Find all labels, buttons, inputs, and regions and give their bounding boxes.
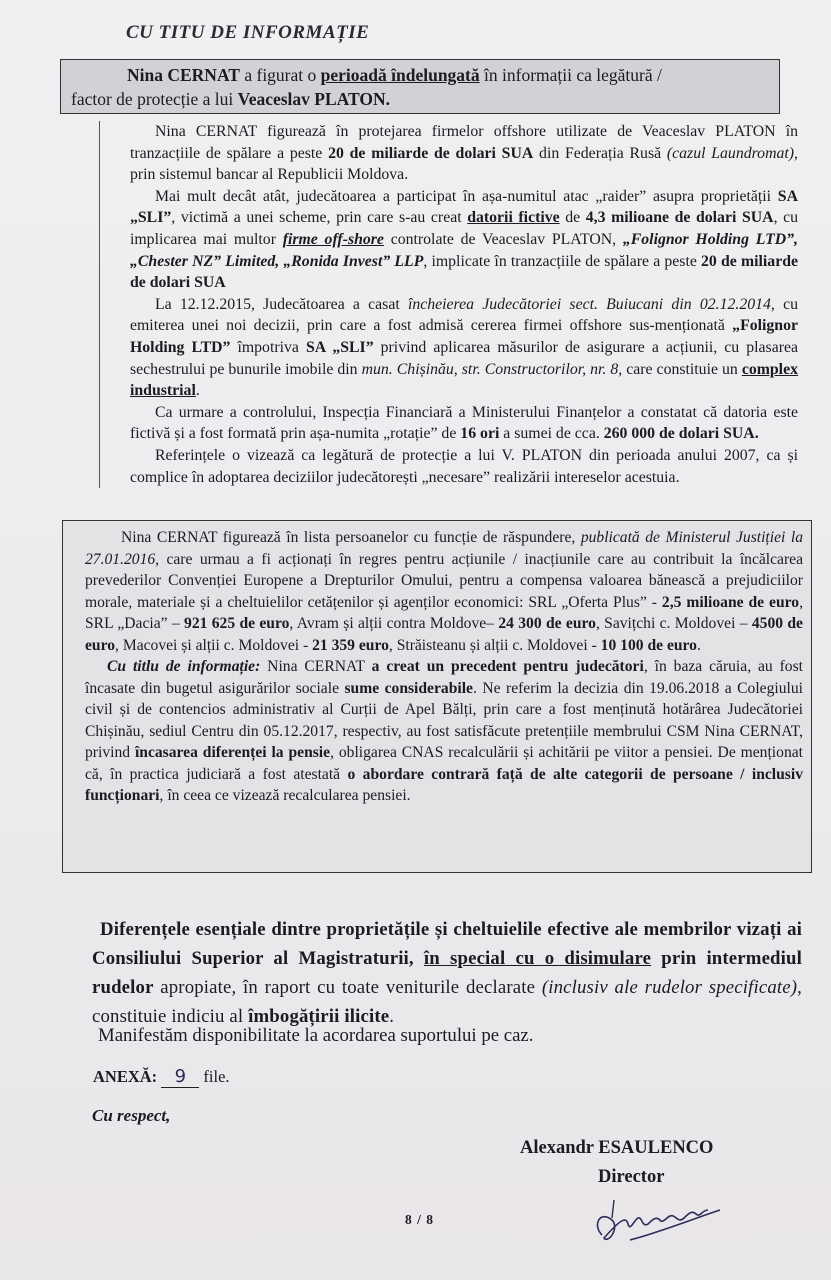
text-run: , obligarea CNAS recalculării și achitării pe viitor a pensiei. De menționat că, în practica judiciară a fost atestată (85, 744, 803, 783)
disimulation-highlight: în special cu o disimulare (423, 948, 652, 969)
court-ruling: încheierea Judecătoriei sect. Buiucani din 02.12.2014 (407, 295, 771, 313)
address: mun. Chișinău, str. Constructorilor, nr. 8 (361, 360, 619, 378)
text-run: Mai mult decât atât, judecătoarea a participat în așa-numitul atac „raider” asupra proprietății (155, 187, 778, 205)
text-run: , Străisteanu și alții c. Moldovei - (388, 636, 601, 654)
amount-highlight: 20 de miliarde de dolari SUA (130, 252, 799, 292)
amount-highlight: 21 359 euro (312, 636, 389, 654)
text-run: Nina CERNAT figurează în lista persoanelor cu funcție de răspundere, (121, 529, 581, 546)
text-run: Nina CERNAT figurează în protejarea firmelor offshore utilizate de Veaceslav PLATON în tranzacțiile de spălare a peste (130, 123, 798, 162)
pension-highlight: încasarea diferenței la pensie (134, 744, 331, 761)
support-statement: Manifestăm disponibilitate la acordarea suportului pe caz. (98, 1025, 534, 1046)
info-label: Cu titlu de informație: (107, 658, 261, 675)
contrary-approach: o abordare contrară față de alte categorii de persoane / inclusiv funcționari (85, 765, 803, 804)
text-run: , victimă a unei scheme, prin care s-au creat (171, 209, 468, 227)
precedent-highlight: a creat un precedent pentru judecători (371, 658, 644, 675)
text-run: , în ceea ce vizează recalcularea pensiei. (159, 787, 411, 804)
text-run: , prin sistemul bancar al Republicii Moldova. (130, 144, 798, 184)
fictive-debts: datorii fictive (467, 209, 560, 227)
company-list: „Folignor Holding LTD”, „Chester NZ” Limited, „Ronida Invest” LLP (130, 230, 798, 270)
paragraph (130, 445, 798, 488)
signer-name: Alexandr ESAULENCO (520, 1138, 714, 1158)
amount-highlight: 24 300 de euro (498, 615, 596, 632)
paragraph (130, 121, 798, 186)
period-highlight: perioadă îndelungată (320, 65, 480, 85)
text-run: controlate de Veaceslav PLATON, (383, 230, 623, 248)
summary-line-2 (71, 87, 771, 111)
summary-text: factor de protecție a lui (71, 89, 238, 109)
amount-highlight: 921 625 de euro (184, 615, 290, 632)
name-highlight: Veaceslav PLATON. (237, 89, 390, 109)
text-run: . (696, 636, 701, 654)
text-run: , în baza căruia, au fost încasate din bugetul asigurărilor sociale (85, 658, 804, 697)
text-run: , cu implicarea mai multor (130, 209, 799, 248)
rotation-count: 16 ori (460, 425, 500, 443)
summary-line-1 (71, 63, 771, 87)
text-run: , implicate în tranzacțiile de spălare a peste (423, 252, 702, 270)
company-name: SA „SLI” (130, 187, 798, 227)
conclusion-text (92, 915, 802, 1031)
text-run: apropiate, în raport cu toate veniturile declarate (153, 977, 542, 998)
handwritten-signature (590, 1180, 750, 1260)
illicit-enrichment: îmbogățirii ilicite (248, 1006, 390, 1027)
text-run: La 12.12.2015, Judecătoarea a casat (155, 295, 408, 313)
summary-text: a figurat o (239, 65, 321, 85)
text-run: . (389, 1006, 395, 1027)
text-run: din Federația Rusă (533, 144, 667, 162)
text-run: prin intermediul rudelor (92, 948, 802, 998)
paragraph (130, 402, 798, 445)
text-run: , cu emiterea unei noi decizii, prin care a fost admisă cererea firmei offshore sus-menționată (130, 295, 799, 335)
page-header: CU TITU DE INFORMAȚIE (126, 22, 370, 43)
amount-highlight: 260 000 de dolari SUA. (603, 425, 759, 443)
text-run: , constituie indiciu al (92, 977, 802, 1027)
offshore-firms: firme off-shore (282, 230, 384, 248)
closing-greeting: Cu respect, (92, 1106, 171, 1125)
paragraph (85, 527, 803, 656)
text-run: a sumei de cca. (499, 425, 604, 443)
text-run: privind aplicarea măsurilor de asigurare a acțiunii, cu plasarea sechestrului pe bunurile imobile din (130, 338, 798, 378)
page-number: 8 / 8 (405, 1212, 435, 1227)
text-run: , care urmau a fi acționați în regres pentru acțiunile / inacțiunile care au contribuit la încălcarea prevederilor Convenției Europene a Drepturilor Omului, pentru a compensa valoarea bănească a prejudiciilor morale, materiale și a cheltuielilor cetățenilor și agenților economici: SRL „Oferta Plus” - (85, 550, 803, 611)
amount-highlight: 2,5 milioane de euro (661, 593, 800, 611)
text-run: Ca urmare a controlului, Inspecția Financiară a Ministerului Finanțelor a constatat că datoria este fictivă și a fost formată prin așa-numita „rotație” de (130, 403, 798, 443)
text-run: , care constituie un (618, 360, 742, 378)
text-run: , SRL „Dacia” – (85, 593, 803, 632)
text-run: , Macovei și alții c. Moldovei - (115, 636, 313, 654)
text-run: . Ne referim la decizia din 19.06.2018 a Colegiului civil și de contencios administrativ al Curții de Apel Bălți, prin care a fost menținută hotărârea Judecătoriei Chișinău, sediul Centru din 05.12.2017, respectiv, au fost satisfăcute pretențiile membrului CSM Nina CERNAT, privind (85, 679, 803, 761)
text-run: Referințele o vizează ca legătură de protecție a lui V. PLATON din perioada anului 2007, ca și complice în adoptarea deciziilor judecătorești „necesare” realizării intereselor acestuia. (130, 446, 798, 486)
summary-box (60, 59, 780, 114)
text-run: Diferențele esențiale dintre proprietățile și cheltuielile efective ale membrilor vizați ai Consiliului Superior al Magistraturii, (92, 919, 802, 969)
company-name: SA „SLI” (305, 338, 374, 356)
text-run: , Savițchi c. Moldovei – (595, 615, 752, 632)
annex-unit: file. (199, 1067, 230, 1086)
annex-line (93, 1066, 230, 1088)
summary-text: în informații ca legătură / (479, 65, 662, 85)
relatives-note: (inclusiv ale rudelor specificate) (541, 977, 798, 998)
conclusion-paragraph (92, 915, 802, 1031)
text-run: Nina CERNAT (260, 658, 372, 675)
paragraph (130, 294, 798, 402)
text-run: împotriva (230, 338, 306, 356)
annex-label: ANEXĂ: (93, 1067, 158, 1086)
amount-highlight: 20 de miliarde de dolari SUA (328, 144, 534, 162)
section-offshore (99, 121, 802, 488)
paragraph (85, 656, 803, 807)
name-highlight: Nina CERNAT (127, 65, 240, 85)
annex-count: 9 (161, 1066, 199, 1088)
industrial-complex: complex industrial (130, 360, 798, 400)
section-justice-box (62, 520, 812, 873)
sums-highlight: sume considerabile (344, 679, 473, 697)
text-run: . (195, 382, 200, 400)
paragraph (130, 186, 798, 294)
amount-highlight: 4,3 milioane de dolari SUA (585, 209, 774, 227)
text-run: , Avram și alții contra Moldove– (289, 615, 499, 632)
company-name: „Folignor Holding LTD” (130, 317, 798, 356)
signer-role: Director (598, 1167, 665, 1187)
amount-highlight: 10 100 de euro (600, 636, 697, 654)
case-name: (cazul Laundromat) (666, 144, 795, 162)
publication-note: publicată de Ministerul Justiției la 27.01.2016 (85, 529, 804, 568)
text-run: de (559, 209, 586, 227)
amount-highlight: 4500 de euro (85, 615, 803, 654)
